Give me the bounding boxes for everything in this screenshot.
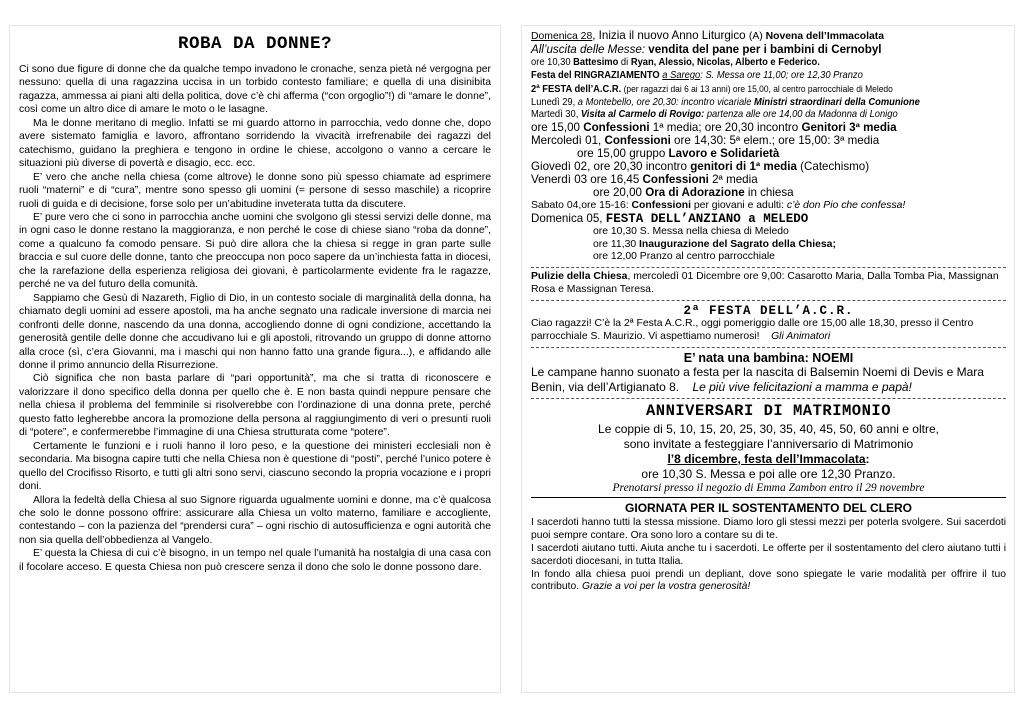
calendar-line: ore 10,30 Battesimo di Ryan, Alessio, Nicolas, Alberto e Federico. xyxy=(531,56,820,68)
left-column xyxy=(9,25,501,693)
calendar-line: Giovedì 02, ore 20,30 incontro genitori di 1ª media (Catechismo) xyxy=(531,160,870,174)
article-paragraph-1: Ci sono due figure di donne che da qualche tempo invadono le cronache, senza pietà né vergogna per nessuno: quella di una ragazzina uccisa in un torbido contesto familiare; e quella di una disinibita ragazza, ammessa ai piani alti della politica, dove c’è chi afferma (“con orgoglio”!) di “amare le donne”, così come un altro dice di amare le moto o le lasagne. xyxy=(19,64,491,116)
calendar-line: Domenica 05, FESTA DELL’ANZIANO a MELEDO xyxy=(531,211,809,226)
article-paragraph-8: Allora la fedeltà della Chiesa al suo Signore riguarda ugualmente uomini e donne, ma c’è qualcosa che solo le donne possono offrire: assicurare alla Chiesa un volto materno, familiare e accogliente, contestando – con la pazienza del “prendersi cura” – ogni rischio di autosufficienza e ogni autorità che non sia quella dell’obbedienza al Vangelo. xyxy=(19,494,491,546)
anniversari-booking: Prenotarsi presso il negozio di Emma Zambon entro il 29 novembre xyxy=(612,481,925,494)
article-paragraph-2: Ma le donne meritano di meglio. Infatti se mi guardo attorno in parrocchia, vedo donne che, dopo avere sistemato famiglia e lavoro, affrontano sorridendo la vivacità irrefrenabile dei ragazzi del catechismo, guidano la preghiera e tengono in ordine le chiese, accolgono o vanno a cercare le situazioni più diverse di povertà e disagio, ecc. ecc. xyxy=(19,117,491,170)
calendar-line: ore 15,00 gruppo Lavoro e Solidarietà xyxy=(577,147,780,161)
divider xyxy=(531,398,1006,399)
article-paragraph-4: E’ pure vero che ci sono in parrocchia anche uomini che svolgono gli stessi servizi delle donne, ma in ogni caso le donne restano la maggioranza, e non perché le cose di chiese siano “roba da donne”, come a qualcuno fa comodo pensare. Si può dire allora che la chiesa si regge in gran parte sulle braccia e sul cuore delle donne, tanto che preoccupa non poco sapere da un’inchiesta fatta in diocesi, che la rarefazione della esperienza religiosa dei giovani, è particolarmente evidente fra le ragazze, perché ne va del futuro della comunità. xyxy=(19,211,491,291)
anniversari-date: l’8 dicembre, festa dell’Immacolata: xyxy=(667,451,870,466)
calendar-line: ore 12,00 Pranzo al centro parrocchiale xyxy=(593,251,775,263)
calendar-line: Venerdì 03 ore 16,45 Confessioni 2ª media xyxy=(531,172,758,186)
noemi-title: E’ nata una bambina: NOEMI xyxy=(683,350,854,365)
giornata-paragraph: I sacerdoti aiutano tutti. Aiuta anche tu i sacerdoti. Le offerte per il sostentamento del clero aiutano tutti i sacerdoti diocesani, in tutta Italia. xyxy=(531,542,1006,567)
right-column xyxy=(521,25,1015,693)
acr-title: 2ª FESTA DELL’A.C.R. xyxy=(683,304,854,319)
giornata-paragraph: In fondo alla chiesa puoi prendi un depliant, dove sono spiegate le varie modalità per offrire il tuo contributo. Grazie a voi per la vostra generosità! xyxy=(531,568,1006,593)
divider xyxy=(531,497,1006,498)
anniversari-title: ANNIVERSARI DI MATRIMONIO xyxy=(645,401,892,420)
calendar-line: Domenica 28, Inizia il nuovo Anno Liturgico (A) Novena dell’Immacolata xyxy=(531,29,884,42)
calendar-line: Festa del RINGRAZIAMENTO a Sarego: S. Messa ore 11,00; ore 12,30 Pranzo xyxy=(531,69,863,81)
article-title: ROBA DA DONNE? xyxy=(177,34,333,54)
divider xyxy=(531,300,1006,301)
anniversari-line: sono invitate a festeggiare l’anniversario di Matrimonio xyxy=(623,436,914,451)
divider xyxy=(531,267,1006,268)
pulizie-notice: Pulizie della Chiesa, mercoledì 01 Dicembre ore 9,00: Casarotto Maria, Dalla Tomba Pia, Massignan Rosa e Massignan Teresa. xyxy=(531,271,999,296)
article-paragraph-3: E’ vero che anche nella chiesa (come altrove) le donne sono più spesso chiamate ad esprimere ruoli “materni” e di “cura”, mentre sono spesso gli uomini (= persone di sesso maschile) a ricoprire ruoli di guida e di decisione, forse solo per un’abitudine inveterata tutta da discutere. xyxy=(19,171,491,210)
calendar-line: ore 10,30 S. Messa nella chiesa di Meledo xyxy=(593,225,789,237)
article-paragraph-9: E’ questa la Chiesa di cui c’è bisogno, in un tempo nel quale l’umanità ha nostalgia di una casa con il focolare acceso. E questa Chiesa non può crescere senza il dono che solo le donne possono dare. xyxy=(19,548,491,573)
calendar-line: ore 15,00 Confessioni 1ª media; ore 20,30 incontro Genitori 3ª media xyxy=(531,121,897,135)
acr-paragraph: Ciao ragazzi! C’è la 2ª Festa A.C.R., oggi pomeriggio dalle ore 15,00 alle 18,30, presso il Centro parrocchiale S. Maurizio. Vi aspettiamo numerosi! Gli Animatori xyxy=(531,318,974,343)
calendar-line: Mercoledì 01, Confessioni ore 14,30: 5ª elem.; ore 15,00: 3ª media xyxy=(531,134,880,148)
anniversari-line: Le coppie di 5, 10, 15, 20, 25, 30, 35, 40, 45, 50, 60 anni e oltre, xyxy=(598,421,939,436)
noemi-paragraph: Le campane hanno suonato a festa per la nascita di Balsemin Noemi di Devis e Mara Benin, via dell’Artigianato 8. Le più vive felicitazioni a mamma e papà! xyxy=(531,364,984,394)
calendar-line: 2ª FESTA dell’A.C.R. (per ragazzi dai 6 ai 13 anni) ore 15,00, al centro parrocchiale di Meledo xyxy=(531,82,893,95)
article-paragraph-5: Sappiamo che Gesù di Nazareth, Figlio di Dio, in un contesto sociale di marginalità della donna, ha chiamato degli uomini ad essere apostoli, ma ha anche segnato una radicale inversione di marcia nei confronti delle donne, nascendo da una donna, accogliendo donne di ogni condizione, accettando la generosità gentile delle donne che accudivano lui e gli apostoli, ritrovando un gruppo di donne attorno alla croce (sì, c’era Giovanni, ma i maschi qui non hanno fatto una grande figura...), e affidando alle donne il primo annuncio della Risurrezione. xyxy=(19,292,491,371)
calendar-line: Martedì 30, Visita al Carmelo di Rovigo: partenza alle ore 14,00 da Madonna di Lonigo xyxy=(531,109,898,121)
divider xyxy=(531,347,1006,348)
calendar-line: All’uscita delle Messe: vendita del pane per i bambini di Cernobyl xyxy=(531,42,882,56)
article-paragraph-7: Certamente le funzioni e i ruoli hanno il loro peso, e la questione dei ministeri ecclesiali non è secondaria. Ma bisogna capire tutti che nella Chiesa non è questione di “posti”, perché l’unico potere è quello del Crocifisso Risorto, e tutti gli altri sono servi, ciascuno secondo la propria vocazione e i propri doni. xyxy=(19,440,491,493)
anniversari-line: ore 10,30 S. Messa e poi alle ore 12,30 Pranzo. xyxy=(641,466,896,481)
calendar-line: Sabato 04,ore 15-16: Confessioni per giovani e adulti: c’è don Pio che confessa! xyxy=(531,199,906,211)
calendar-line: ore 11,30 Inaugurazione del Sagrato della Chiesa; xyxy=(593,238,836,250)
giornata-title: GIORNATA PER IL SOSTENTAMENTO DEL CLERO xyxy=(625,500,912,515)
article-paragraph-6: Ciò significa che non basta parlare di “pari opportunità”, ma che si tratta di riconoscere e valorizzare il dono specifico della donna per quello che è. E non basta quindi neppure pensare che nella chiesa il problema del femminile si risolverebbe con l’ordinazione di una donna prete, perché questo fatto legherebbe ancora la promozione della persona al raggiungimento di veri o presunti ruoli di “potere”, e confermerebbe l’immagine di una Chiesa strutturata come “potere”. xyxy=(19,373,491,439)
giornata-paragraph: I sacerdoti hanno tutti la stessa missione. Diamo loro gli stessi mezzi per poterla svolgere. Sui sacerdoti puoi sempre contare. Ora sono loro a contare su di te. xyxy=(531,516,1006,541)
calendar-line: ore 20,00 Ora di Adorazione in chiesa xyxy=(593,185,794,199)
calendar-line: Lunedì 29, a Montebello, ore 20,30: incontro vicariale Ministri straordinari della Comunione xyxy=(531,96,920,108)
calendar-section xyxy=(531,30,1006,264)
